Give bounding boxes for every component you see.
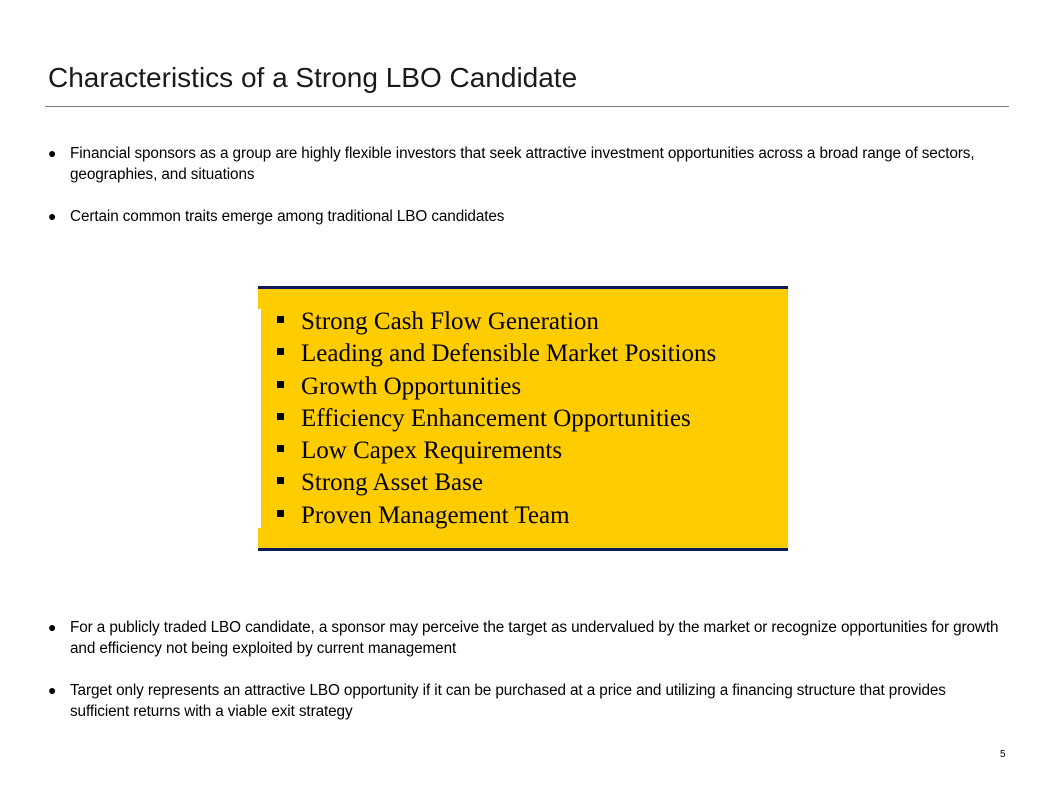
trait-label: Efficiency Enhancement Opportunities (301, 404, 691, 432)
trait-item (276, 371, 716, 403)
title-divider (45, 106, 1009, 107)
bullet-dot-icon: ● (48, 682, 57, 698)
page-number: 5 (1000, 749, 1006, 760)
square-bullet-icon (277, 477, 284, 484)
trait-label: Low Capex Requirements (301, 437, 563, 465)
square-bullet-icon (277, 445, 284, 452)
trait-label: Strong Asset Base (301, 469, 483, 497)
closing-bullet-text: For a publicly traded LBO candidate, a sponsor may perceive the target as undervalued by the market or recognize opportunities for growth and efficiency not being exploited by current management (70, 619, 999, 657)
square-bullet-icon (277, 413, 284, 420)
trait-label: Strong Cash Flow Generation (301, 308, 599, 335)
trait-label: Proven Management Team (301, 501, 570, 529)
square-bullet-icon (277, 510, 284, 517)
trait-item (276, 403, 716, 435)
intro-bullet-text: Certain common traits emerge among traditional LBO candidates (70, 208, 505, 225)
trait-item (276, 467, 716, 499)
trait-item (276, 338, 716, 370)
bullet-dot-icon: ● (48, 145, 57, 161)
traits-box-left-edge (258, 309, 261, 528)
closing-bullet-text: Target only represents an attractive LBO opportunity if it can be purchased at a price and utilizing a financing structure that provides sufficient returns with a viable exit strategy (70, 682, 946, 720)
slide-title: Characteristics of a Strong LBO Candidate (48, 62, 578, 93)
intro-bullet (48, 143, 1008, 185)
closing-bullet (48, 617, 1008, 659)
square-bullet-icon (277, 316, 284, 323)
trait-label: Growth Opportunities (301, 372, 522, 400)
traits-box (258, 286, 788, 551)
intro-bullet (48, 206, 1008, 227)
trait-label: Leading and Defensible Market Positions (301, 340, 717, 368)
intro-bullet-list (48, 143, 1008, 227)
intro-bullet-text: Financial sponsors as a group are highly flexible investors that seek attractive investment opportunities across a broad range of sectors, geographies, and situations (70, 145, 975, 183)
trait-item (276, 500, 716, 532)
trait-item (276, 435, 716, 467)
closing-bullet-list (48, 617, 1008, 722)
bullet-dot-icon: ● (48, 208, 57, 224)
square-bullet-icon (277, 381, 284, 388)
traits-list (276, 306, 716, 532)
square-bullet-icon (277, 348, 284, 355)
bullet-dot-icon: ● (48, 619, 57, 635)
closing-bullet (48, 680, 1008, 722)
trait-item (276, 306, 716, 338)
